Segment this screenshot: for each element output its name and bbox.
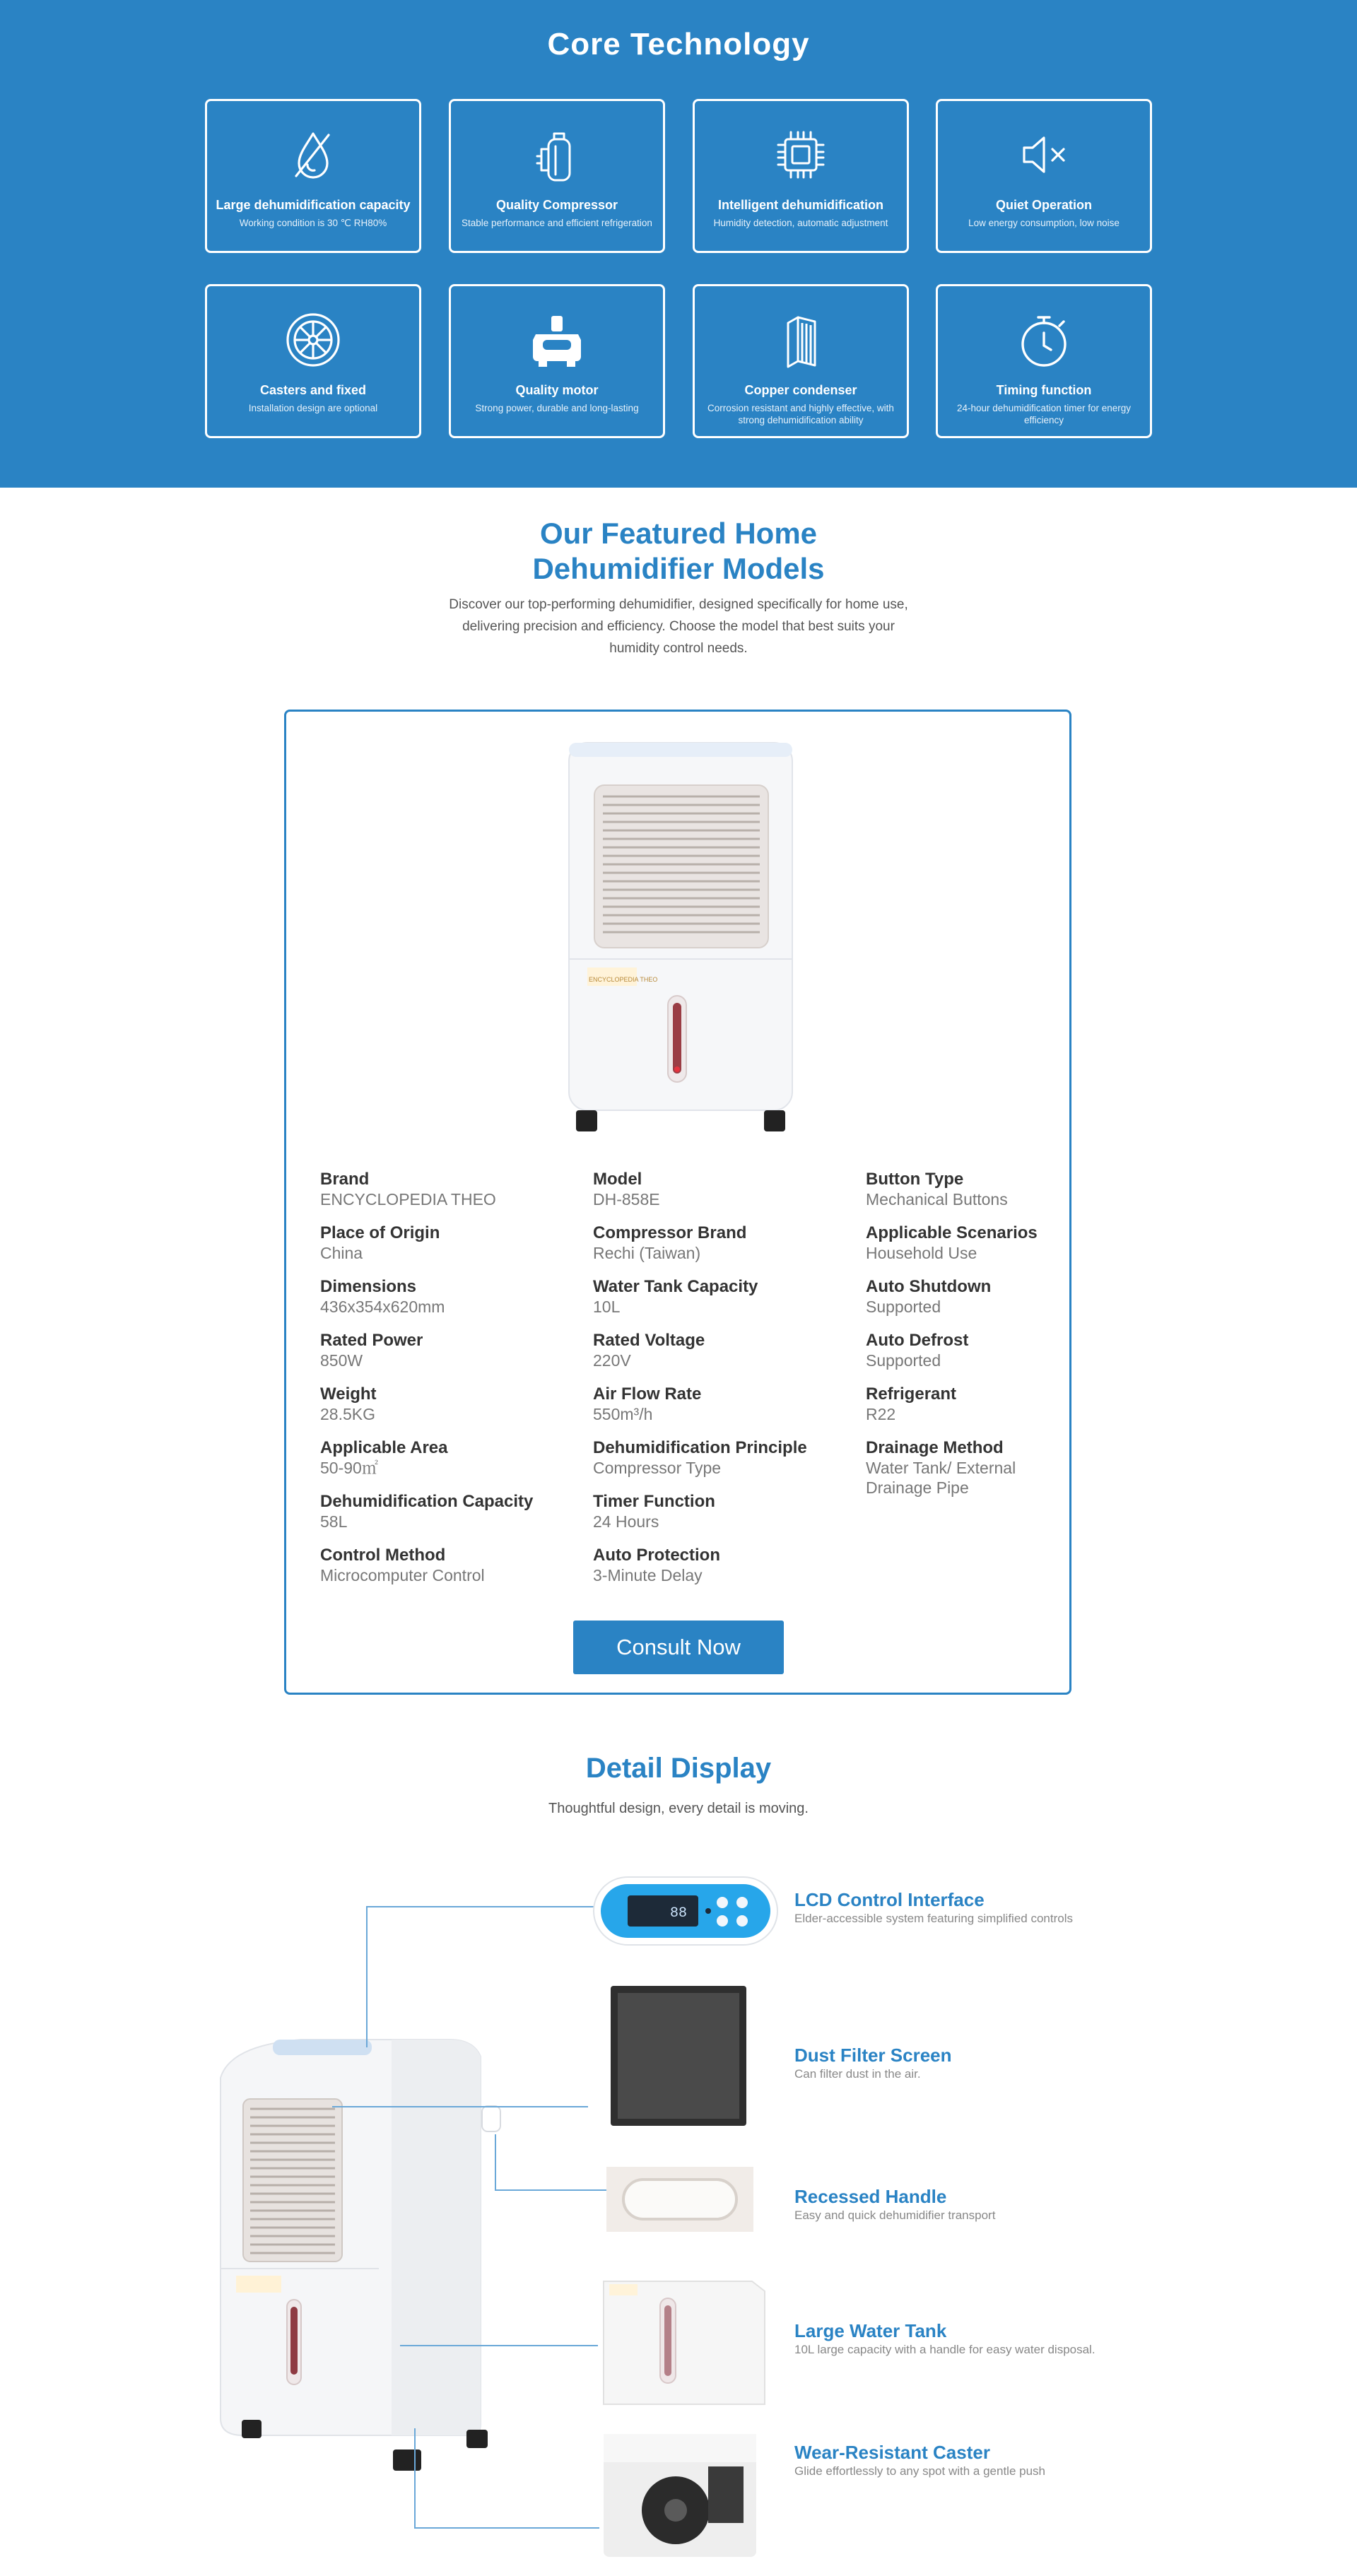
spec-item [866, 1170, 1050, 1209]
feature-card-title: Quiet Operation [995, 198, 1092, 212]
dehumidifier-side-view-image [216, 2035, 527, 2474]
motor-icon [451, 306, 663, 374]
spec-item [593, 1438, 862, 1478]
feature-card-title: Timing function [996, 383, 1092, 397]
feature-card-title: Intelligent dehumidification [718, 198, 883, 212]
spec-value: ENCYCLOPEDIA THEO [320, 1190, 496, 1208]
stopwatch-icon [938, 306, 1150, 374]
detail-item-filter [794, 2044, 1105, 2082]
spec-key: Compressor Brand [593, 1223, 747, 1242]
detail-item-title: Recessed Handle [794, 2186, 947, 2207]
spec-value: 3-Minute Delay [593, 1566, 703, 1584]
featured-title-line1: Our Featured Home [539, 517, 818, 550]
feature-card-title: Quality motor [515, 383, 599, 397]
connector-line-handle [495, 2189, 616, 2191]
spec-value: Supported [866, 1351, 941, 1370]
detail-item-lcd [794, 1888, 1105, 1927]
detail-item-tank [794, 2319, 1105, 2358]
spec-value: 10L [593, 1298, 621, 1316]
detail-item-title: Dust Filter Screen [794, 2045, 952, 2066]
spec-item [593, 1384, 862, 1424]
spec-item [320, 1384, 589, 1424]
feature-card-quiet [936, 99, 1152, 253]
feature-card-title: Large dehumidification capacity [216, 198, 411, 212]
core-technology-title: Core Technology [547, 27, 810, 61]
detail-item-subtitle: Easy and quick dehumidifier transport [794, 2209, 996, 2222]
condenser-icon [695, 306, 907, 374]
feature-card-title: Casters and fixed [259, 383, 367, 397]
spec-value: 58L [320, 1512, 348, 1531]
spec-value: 50-90㎡ [320, 1459, 378, 1477]
spec-value: China [320, 1244, 363, 1262]
detail-item-caster [794, 2441, 1105, 2479]
feature-card-title: Copper condenser [744, 383, 857, 397]
mute-speaker-icon [938, 121, 1150, 189]
spec-item [320, 1170, 589, 1209]
consult-now-button[interactable]: Consult Now [573, 1621, 784, 1674]
spec-value: Household Use [866, 1244, 977, 1262]
feature-card-timing [936, 284, 1152, 438]
spec-item [320, 1492, 589, 1531]
detail-item-subtitle: Glide effortlessly to any spot with a gentle push [794, 2464, 1045, 2478]
feature-card-condenser [693, 284, 909, 438]
spec-key: Dimensions [320, 1277, 417, 1296]
feature-card-subtitle: Strong power, durable and long-lasting [475, 403, 639, 413]
dust-filter-image [608, 1983, 749, 2129]
connector-line-filter [332, 2106, 588, 2107]
feature-card-subtitle: Installation design are optional [248, 403, 378, 413]
feature-card-intelligent [693, 99, 909, 253]
model-card [284, 710, 1071, 1695]
water-tank-image [601, 2277, 768, 2409]
spec-value: 24 Hours [593, 1512, 659, 1531]
spec-key: Auto Shutdown [866, 1277, 992, 1296]
feature-card-subtitle: Stable performance and efficient refrigeration [462, 218, 652, 228]
spec-item [593, 1546, 862, 1585]
spec-key: Applicable Area [320, 1438, 448, 1457]
feature-card-casters [205, 284, 421, 438]
chip-icon [695, 121, 907, 189]
core-technology-section [0, 0, 1357, 488]
spec-key: Model [593, 1170, 642, 1189]
caster-wheel-image [602, 2433, 758, 2558]
detail-item-title: LCD Control Interface [794, 1889, 985, 1910]
spec-value: Mechanical Buttons [866, 1190, 1008, 1208]
spec-value: 28.5KG [320, 1405, 375, 1423]
spec-key: Rated Voltage [593, 1331, 705, 1350]
spec-key: Drainage Method [866, 1438, 1004, 1457]
spec-value: R22 [866, 1405, 896, 1423]
detail-item-subtitle: 10L large capacity with a handle for easy water disposal. [794, 2343, 1095, 2356]
spec-key: Applicable Scenarios [866, 1223, 1038, 1242]
spec-key: Auto Defrost [866, 1331, 969, 1350]
spec-key: Control Method [320, 1546, 446, 1565]
spec-value: Water Tank/ External Drainage Pipe [866, 1459, 1016, 1497]
dehumidifier-product-image [559, 740, 801, 1136]
spec-value: DH-858E [593, 1190, 660, 1208]
feature-card-subtitle: 24-hour dehumidification timer for energy efficiency [956, 403, 1132, 425]
feature-card-subtitle: Humidity detection, automatic adjustment [713, 218, 888, 228]
feature-card-large-capacity [205, 99, 421, 253]
compressor-icon [451, 121, 663, 189]
spec-value: 550m³/h [593, 1405, 653, 1423]
spec-key: Dehumidification Principle [593, 1438, 807, 1457]
spec-key: Timer Function [593, 1492, 715, 1511]
brand-plate-label: ENCYCLOPEDIA THEO [589, 976, 658, 983]
featured-title [0, 516, 1357, 587]
connector-line-tank [400, 2345, 598, 2346]
spec-key: Place of Origin [320, 1223, 440, 1242]
feature-card-subtitle: Low energy consumption, low noise [968, 218, 1120, 228]
connector-line-lcd [366, 1906, 594, 1907]
featured-description: Discover our top-performing dehumidifier, designed specifically for home use, delivering precision and efficiency. Choose the model that best suits your humidity control needs. [449, 597, 908, 656]
spec-value: 220V [593, 1351, 631, 1370]
spec-value: Compressor Type [593, 1459, 722, 1477]
connector-line-handle-vertical [495, 2134, 496, 2189]
spec-value: Supported [866, 1298, 941, 1316]
spec-item [593, 1277, 862, 1317]
spec-key: Auto Protection [593, 1546, 720, 1565]
spec-key: Air Flow Rate [593, 1384, 702, 1404]
feature-card-compressor [449, 99, 665, 253]
spec-item [866, 1223, 1050, 1263]
water-drop-icon [207, 121, 419, 189]
spec-key: Dehumidification Capacity [320, 1492, 534, 1511]
spec-item [593, 1492, 862, 1531]
spec-item [593, 1170, 862, 1209]
spec-value: Rechi (Taiwan) [593, 1244, 701, 1262]
spec-value: 436x354x620mm [320, 1298, 445, 1316]
spec-item [320, 1277, 589, 1317]
spec-value: 850W [320, 1351, 363, 1370]
connector-line-lcd-vertical [366, 1906, 368, 2047]
featured-title-line2: Dehumidifier Models [532, 552, 825, 585]
spec-item [593, 1331, 862, 1370]
spec-key: Brand [320, 1170, 370, 1189]
detail-item-title: Wear-Resistant Caster [794, 2442, 990, 2463]
connector-line-caster-vertical [414, 2428, 416, 2529]
connector-line-caster [414, 2527, 599, 2529]
spec-key: Button Type [866, 1170, 964, 1189]
feature-card-subtitle: Corrosion resistant and highly effective, with strong dehumidification ability [707, 403, 894, 425]
detail-item-subtitle: Can filter dust in the air. [794, 2067, 921, 2081]
lcd-control-panel-image [592, 1876, 779, 1946]
spec-item [593, 1223, 862, 1263]
spec-item [320, 1331, 589, 1370]
spec-item [866, 1331, 1050, 1370]
detail-item-title: Large Water Tank [794, 2320, 947, 2341]
spec-key: Refrigerant [866, 1384, 957, 1404]
detail-item-handle [794, 2185, 1105, 2223]
detail-display-title: Detail Display [585, 1753, 772, 1784]
detail-display-subtitle: Thoughtful design, every detail is moving. [548, 1801, 809, 1816]
spec-item [320, 1223, 589, 1263]
spec-key: Water Tank Capacity [593, 1277, 758, 1296]
spec-item [866, 1384, 1050, 1424]
feature-card-subtitle: Working condition is 30 ℃ RH80% [239, 218, 387, 228]
spec-item [866, 1438, 1050, 1498]
detail-item-subtitle: Elder-accessible system featuring simplified controls [794, 1912, 1073, 1925]
spec-item [320, 1438, 589, 1478]
feature-card-title: Quality Compressor [495, 198, 618, 212]
spec-key: Rated Power [320, 1331, 423, 1350]
recessed-handle-image [605, 2165, 755, 2233]
feature-card-motor [449, 284, 665, 438]
spec-item [320, 1546, 589, 1585]
spec-key: Weight [320, 1384, 377, 1404]
wheel-icon [207, 306, 419, 374]
lcd-readout: 88 [670, 1905, 688, 1922]
spec-value: Microcomputer Control [320, 1566, 485, 1584]
spec-item [866, 1277, 1050, 1317]
